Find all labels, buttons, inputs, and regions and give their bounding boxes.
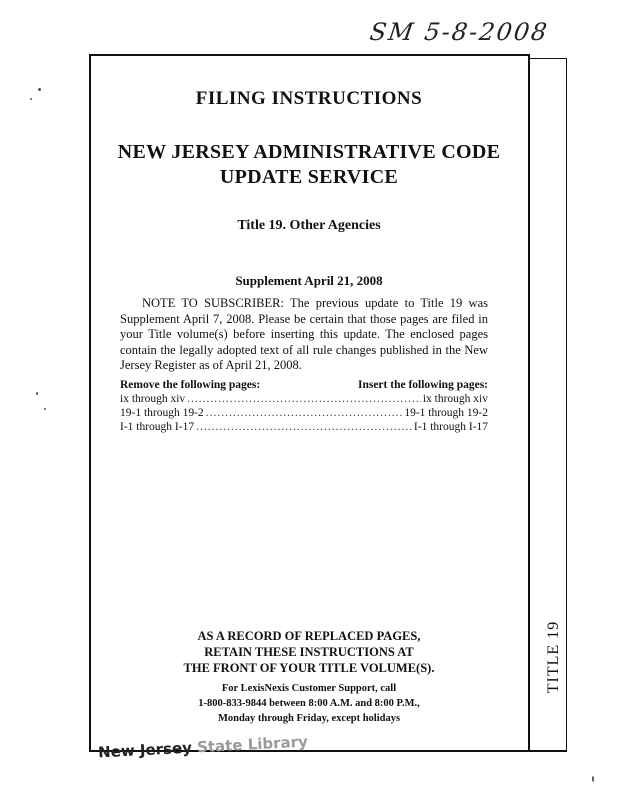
leader-dots [196,420,412,434]
library-stamp-part2: State Library [196,732,309,757]
page-table [120,392,488,434]
scan-speck [44,408,46,410]
remove-header: Remove the following pages: [120,379,261,391]
scan-speck [36,392,38,395]
library-stamp-part1: New Jersey [97,738,193,762]
scan-speck [30,98,32,100]
supplement-date: Supplement April 21, 2008 [235,273,383,288]
tab-top-line [528,58,567,59]
record-notice-line: AS A RECORD OF REPLACED PAGES, [197,629,421,643]
tab-right-line [566,58,567,751]
support-line: For LexisNexis Customer Support, call [221,683,397,694]
code-title-line2: UPDATE SERVICE [219,166,399,188]
table-row [120,392,488,406]
record-notice-line: RETAIN THESE INSTRUCTIONS AT [204,645,414,659]
page-table-header [120,378,488,392]
page-title: FILING INSTRUCTIONS [195,88,423,109]
leader-dots [187,392,421,406]
table-row [120,406,488,420]
side-tab-label: TITLE 19 [545,620,562,694]
insert-cell: ix through xiv [422,393,488,405]
insert-cell: 19-1 through 19-2 [404,407,488,419]
remove-cell: ix through xiv [120,393,186,405]
insert-cell: I-1 through I-17 [413,421,488,433]
remove-cell: 19-1 through 19-2 [120,407,204,419]
volume-title: Title 19. Other Agencies [237,218,381,233]
subscriber-note: NOTE TO SUBSCRIBER: The previous update to Title 19 was Supplement April 7, 2008. Please be certain that those pages are filed in your Title volume(s) before inserting this update. The enclosed pages contain the legally adopted text of all rule changes published in the New Jersey Register as of April 21, 2008. [120,296,488,372]
library-stamp [98,733,309,762]
support-line: Monday through Friday, except holidays [217,713,401,724]
code-title-line1: NEW JERSEY ADMINISTRATIVE CODE [117,141,501,163]
frame-right-line [528,54,530,751]
record-notice-line: THE FRONT OF YOUR TITLE VOLUME(S). [183,661,435,675]
record-notice [90,628,528,676]
scan-speck [38,88,41,91]
support-info [90,681,528,726]
handwritten-date: SM 5-8-2008 [368,18,551,46]
frame-top-line [89,54,529,56]
scan-speck [592,776,594,782]
table-row [120,420,488,434]
support-line: 1-800-833-9844 between 8:00 A.M. and 8:00 P.M., [198,698,420,709]
insert-header: Insert the following pages: [357,379,488,391]
leader-dots [206,406,403,420]
remove-cell: I-1 through I-17 [120,421,195,433]
